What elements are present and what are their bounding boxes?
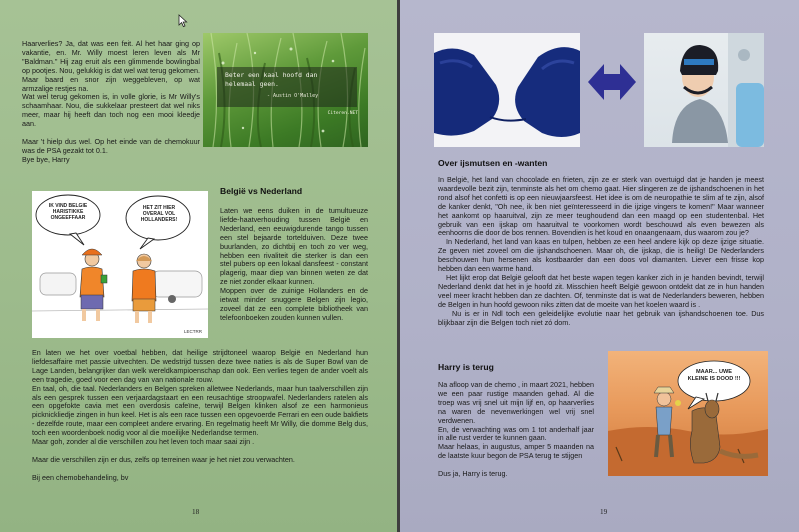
section-title-ijsmutsen: Over ijsmutsen en -wanten [438, 158, 548, 168]
double-arrow-icon [588, 60, 636, 104]
ijsmutsen-paragraph-3: Het lijkt erop dat België gelooft dat het beste wapen tegen kanker zich in je handen bevindt, terwijl Nederland denkt dat het in je hoofd zit. Misschien heeft België gewoon ontdekt dat ze in hun handen veel meer kracht hebben dan ze dachten. Of, tenminste dat is wat de Nederlanders beweren, hebben de Belgen in hun hoofd gewoon niks zitten dat de moeite van het koelen waard is . [438, 272, 764, 309]
ice-gloves-drawing [434, 33, 580, 147]
cartoon-signature: LECTRR [183, 329, 202, 334]
harry-paragraph-2: En, de verwachting was om 1 tot anderhalf jaar in alle rust verder te kunnen gaan. [438, 424, 594, 443]
intro-paragraph [22, 40, 200, 165]
paragraph-saai: Maar goh, zonder al die verschillen zou het leven toch maar saai zijn . [32, 437, 255, 447]
intro-line-4: Maar 't hielp dus wel. Op het einde van de chemokuur was de PSA gezakt tot 0.1. [22, 136, 200, 155]
ice-gloves-image [434, 33, 580, 147]
paragraph-chemo: Bij een chemobehandeling, bv [32, 472, 129, 482]
page-left [0, 0, 398, 532]
kangaroo-bubble-text: MAAR... UWE KLEINE IS DOOD !!! [687, 369, 741, 382]
quote-text: Beter een kaal hoofd dan helemaal geen. [225, 71, 318, 88]
cartoon-bubble-right: HET ZIT HIER OVERAL VOL HOLLANDERS! [140, 205, 178, 223]
intro-line-5: Bye bye, Harry [22, 154, 70, 164]
page-right [400, 0, 799, 532]
mouse-cursor-icon [178, 14, 188, 28]
section-paragraph-2: Moppen over de zuinige Hollanders en de ietwat minder snuggere Belgen zijn legio, zoveel dat ze een complete bibliotheek van telefoonboeken zouden kunnen vullen. [220, 286, 368, 322]
quote-watermark: Citeren.NET [327, 111, 358, 116]
section-title-harry: Harry is terug [438, 362, 494, 372]
quote-image [203, 33, 368, 147]
ijsmutsen-paragraphs [438, 176, 764, 327]
quote-author: - Austin O'Malley [267, 93, 319, 99]
paragraph-verschillen: Maar die verschillen zijn er dus, zelfs op terreinen waar je het niet zou verwachten. [32, 454, 295, 464]
cartoon-belgium-netherlands [32, 191, 208, 338]
ijsmutsen-paragraph-1: In België, het land van chocolade en frieten, zijn ze er sterk van overtuigd dat je handen je meest waardevolle bezit zijn, tenminste als het om chemo gaat. Hier slingeren ze de ijshandschoenen in het rond alsof het confetti is op een nieuwjaarsfeest. Het idee is om de neuropathie te slim af te zijn, alsof de kanker denkt, "Oh nee, ik ben niet geïnteresseerd in die ijzige vingers te komen!" Maar wanneer het aankomt op haaruitval, zijn ze meer teughoudend dan een maagd op een studentenbal. Het gebruik van een ijskap om haaruitval te voorkomen wordt beschouwd als even bewezen als eenhoorns die door de bos rennen. Bovendien is het koud en onaangenaam, dus waarom zou je? [438, 175, 764, 238]
full-paragraphs [32, 349, 368, 483]
kangaroo-cartoon [608, 351, 768, 476]
intro-line-2: Wat wel terug gekomen is, in volle glorie, is Mr Willy's schaamhaar. Nou, die sukkelaar presteert dat wel niks meer, maar hij heeft dan toch nog een mooi kleedje aan. [22, 92, 200, 129]
cartoon-bubble-left: IK VIND BELGIE HARISTIKKE ONGEEFFAAR [48, 203, 88, 221]
cold-cap-image [644, 33, 764, 147]
paragraph-voetbal: En laten we het over voetbal hebben, dat heilige strijdtoneel waarop België en Nederland hun liefdesaffaire met passie uitvechten. De wedstrijd tussen deze twee naties is als de Super Bowl van de Lage Landen, belangrijker dan welk wereldkampioenschap dan ook. Een verlies tegen de ander voelt als een tragedie, goed voor een dag van van nationale rouw. [32, 348, 368, 384]
paragraph-taal: En taal, oh, die taal. Nederlanders en Belgen spreken alletwee Nederlands, maar hun taalverschillen zijn als een gesprek tussen een verjaardagstaart en een reusachtige stroopwafel. Nederlanders ratelen als een opgefokte cavia met een overdosis cafeïne, terwijl Belgen klinken alsof ze een harmonieus picknickliedje zingen in hun keel. Het is als een race tussen een opgevoerde Ferrari en een oude bakfiets - dezelfde route, maar een compleet andere ervaring. En regelmatig heeft Mr Willy, die domme Belg dus, toch een woordenboek nodig voor al die moeilijke Nederlandse termen. [32, 383, 368, 438]
intro-line-1: Haarverlies? Ja, dat was een feit. Al het haar ging op vakantie, en. Mr. Willy moest leren leven als Mr "Baldman." Hij zag eruit als een glimmende bowlingbal op pootjes. Nou, gelukkig is dat wel wat terug gekomen. Maar baard en snor zijn weggebleven, op wat armzalige restjes na. [22, 39, 200, 93]
cold-cap-drawing [644, 33, 764, 147]
page-number-right: 19 [600, 508, 608, 516]
harry-paragraphs [438, 381, 594, 479]
section-paragraph-1: Laten we eens duiken in de tumultueuze liefde-haatverhouding tussen België en Nederland, een eeuwigdurende tango tussen een stel bejaarde tortelduiven. Deze twee buurlanden, zo dichtbij en toch zo ver weg, hebben een rivaliteit die sterker is dan een stel pubers op een lokaal dansfeest - constant plagerig, maar diep van binnen weten ze dat ze niet zonder elkaar kunnen. [220, 206, 368, 287]
harry-paragraph-3: Maar helaas, in augustus, amper 5 maanden na de laatste kuur begon de PSA terug te stijgen [438, 442, 594, 461]
section-paragraph [220, 207, 368, 323]
ijsmutsen-paragraph-4: Nu is er in Ndl toch een geleidelijke evolutie naar het gebruik van ijshandschoenen toe. Dus blijkbaar zijn die Belgen toch niet zó dom. [438, 308, 764, 327]
page-number-left: 18 [192, 508, 200, 516]
quote-box [217, 67, 357, 107]
harry-paragraph-1: Na afloop van de chemo , in maart 2021, hebben we een paar rustige maanden gehad. Al die troep was vrij snel uit mijn lijf en, op haarverlies na waren de nevenwerkingen wel vrij snel verdwenen. [438, 380, 594, 425]
ijsmutsen-paragraph-2: In Nederland, het land van kaas en tulpen, hebben ze een heel andere kijk op deze ijzige situatie. Ze geven niet zoveel om die ijshandschoenen. Maar oh, die ijskap, die is heilig! De Nederlanders beschouwen hun hersenen als kostbaarder dan een doos vol diamanten. Liever een frisse kop hebben dan een warme hand. [438, 237, 764, 274]
section-title-belgie-nederland: België vs Nederland [220, 186, 303, 196]
harry-paragraph-5: Dus ja, Harry is terug. [438, 469, 508, 479]
